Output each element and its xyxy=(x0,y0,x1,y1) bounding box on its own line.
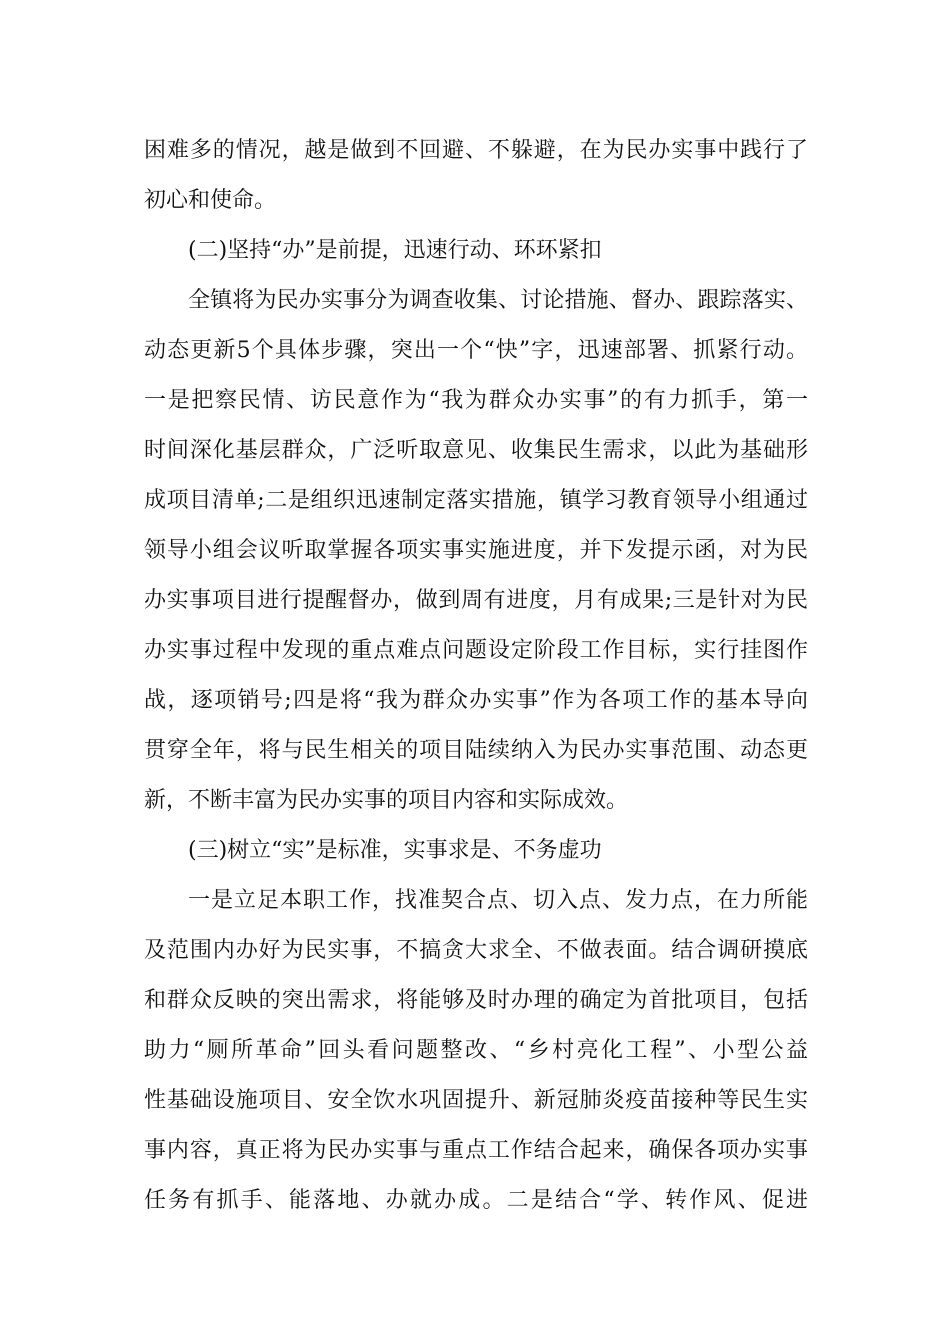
text-line: 事内容，真正将为民办实事与重点工作结合起来，确保各项办实事 xyxy=(144,1138,808,1163)
text-line: 动态更新5个具体步骤，突出一个“快”字，迅速部署、抓紧行动。 xyxy=(144,338,808,363)
text-line: 成项目清单;二是组织迅速制定落实措施，镇学习教育领导小组通过 xyxy=(144,488,808,513)
text-line: 战，逐项销号;四是将“我为群众办实事”作为各项工作的基本导向 xyxy=(144,688,808,713)
text-line: 性基础设施项目、安全饮水巩固提升、新冠肺炎疫苗接种等民生实 xyxy=(144,1088,808,1113)
text-line: 办实事过程中发现的重点难点问题设定阶段工作目标，实行挂图作 xyxy=(144,638,808,663)
text-line: 助力“厕所革命”回头看问题整改、“乡村亮化工程”、小型公益 xyxy=(144,1038,808,1063)
text-line: 初心和使命。 xyxy=(144,188,277,213)
section-heading-3: (三)树立“实”是标准，实事求是、不务虚功 xyxy=(188,838,602,863)
text-line: 任务有抓手、能落地、办就办成。二是结合“学、转作风、促进 xyxy=(144,1188,808,1213)
text-line: 贯穿全年，将与民生相关的项目陆续纳入为民办实事范围、动态更 xyxy=(144,738,808,763)
text-line: 领导小组会议听取掌握各项实事实施进度，并下发提示函，对为民 xyxy=(144,538,808,563)
text-line: 一是立足本职工作，找准契合点、切入点、发力点，在力所能 xyxy=(188,888,808,913)
text-line: 全镇将为民办实事分为调查收集、讨论措施、督办、跟踪落实、 xyxy=(188,288,808,313)
text-line: 及范围内办好为民实事，不搞贪大求全、不做表面。结合调研摸底 xyxy=(144,938,808,963)
section-heading-2: (二)坚持“办”是前提，迅速行动、环环紧扣 xyxy=(188,238,602,263)
text-line: 困难多的情况，越是做到不回避、不躲避，在为民办实事中践行了 xyxy=(144,138,808,163)
text-line: 和群众反映的突出需求，将能够及时办理的确定为首批项目，包括 xyxy=(144,988,808,1013)
text-line: 时间深化基层群众，广泛听取意见、收集民生需求，以此为基础形 xyxy=(144,438,808,463)
document-body xyxy=(144,126,808,1226)
text-line: 办实事项目进行提醒督办，做到周有进度，月有成果;三是针对为民 xyxy=(144,588,808,613)
text-line: 一是把察民情、访民意作为“我为群众办实事”的有力抓手，第一 xyxy=(144,388,808,413)
text-line: 新，不断丰富为民办实事的项目内容和实际成效。 xyxy=(144,788,629,813)
